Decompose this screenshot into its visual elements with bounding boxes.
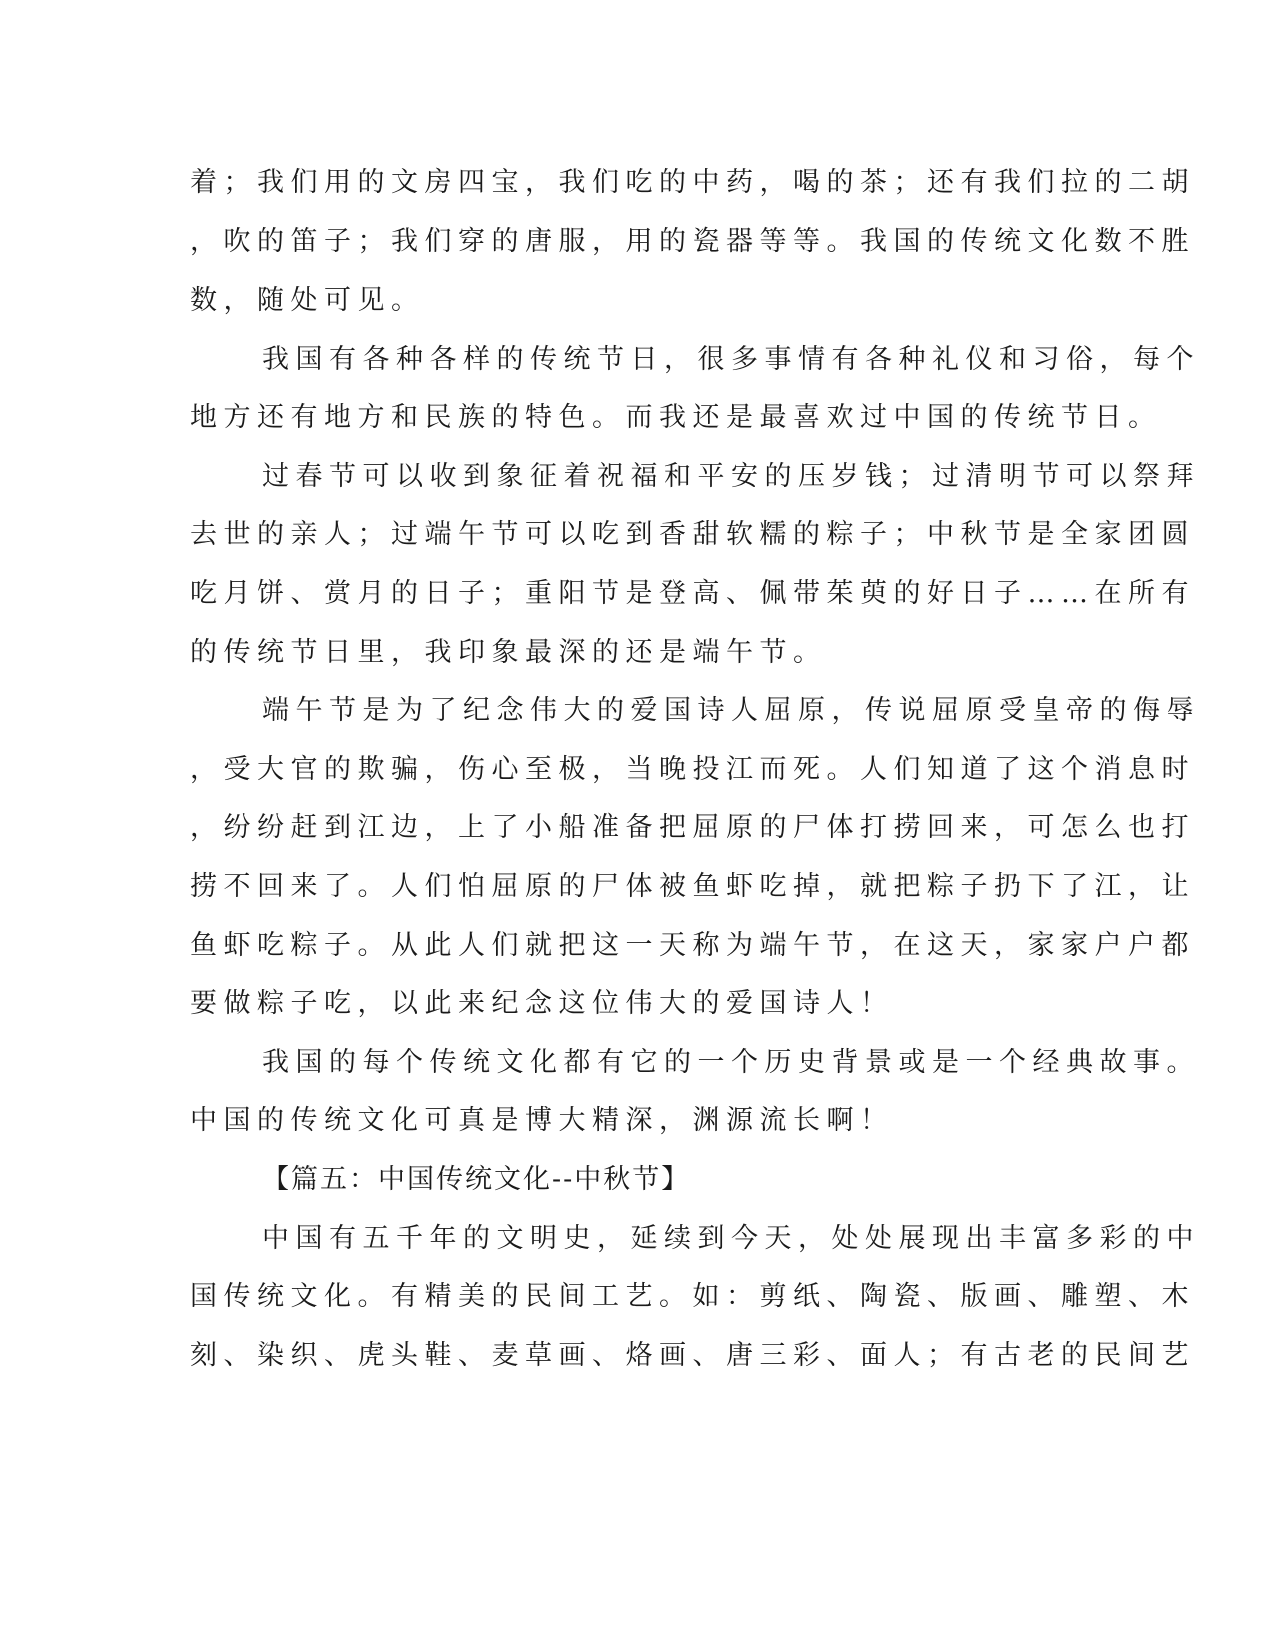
paragraph-start-line: 端午节是为了纪念伟大的爱国诗人屈原，传说屈原受皇帝的侮辱 — [262, 695, 1200, 726]
text-line: 地方还有地方和民族的特色。而我还是最喜欢过中国的传统节日。 — [190, 402, 1162, 433]
paragraph-start-line: 我国有各种各样的传统节日，很多事情有各种礼仪和习俗，每个 — [262, 344, 1200, 375]
text-line: 吃月饼、赏月的日子；重阳节是登高、佩带茱萸的好日子……在所有 — [190, 578, 1195, 609]
section-heading: 【篇五：中国传统文化--中秋节】 — [262, 1164, 691, 1195]
text-line: 数，随处可见。 — [190, 285, 425, 316]
text-line: 鱼虾吃粽子。从此人们就把这一天称为端午节，在这天，家家户户都 — [190, 930, 1195, 961]
text-line: 的传统节日里，我印象最深的还是端午节。 — [190, 637, 827, 668]
paragraph-start-line: 中国有五千年的文明史，延续到今天，处处展现出丰富多彩的中 — [262, 1223, 1200, 1254]
text-line: ，纷纷赶到江边，上了小船准备把屈原的尸体打捞回来，可怎么也打 — [190, 812, 1195, 843]
text-line: 刻、染织、虎头鞋、麦草画、烙画、唐三彩、面人；有古老的民间艺 — [190, 1340, 1195, 1371]
paragraph-start-line: 我国的每个传统文化都有它的一个历史背景或是一个经典故事。 — [262, 1047, 1200, 1078]
text-line: 着；我们用的文房四宝，我们吃的中药，喝的茶；还有我们拉的二胡 — [190, 167, 1195, 198]
text-line: 中国的传统文化可真是博大精深，渊源流长啊！ — [190, 1105, 894, 1136]
text-line: 要做粽子吃，以此来纪念这位伟大的爱国诗人！ — [190, 988, 894, 1019]
text-line: 去世的亲人；过端午节可以吃到香甜软糯的粽子；中秋节是全家团圆 — [190, 519, 1195, 550]
paragraph-start-line: 过春节可以收到象征着祝福和平安的压岁钱；过清明节可以祭拜 — [262, 461, 1200, 492]
text-line: 捞不回来了。人们怕屈原的尸体被鱼虾吃掉，就把粽子扔下了江，让 — [190, 871, 1195, 902]
text-line: ，吹的笛子；我们穿的唐服，用的瓷器等等。我国的传统文化数不胜 — [190, 226, 1195, 257]
text-line: 国传统文化。有精美的民间工艺。如：剪纸、陶瓷、版画、雕塑、木 — [190, 1281, 1195, 1312]
text-line: ，受大官的欺骗，伤心至极，当晚投江而死。人们知道了这个消息时 — [190, 754, 1195, 785]
